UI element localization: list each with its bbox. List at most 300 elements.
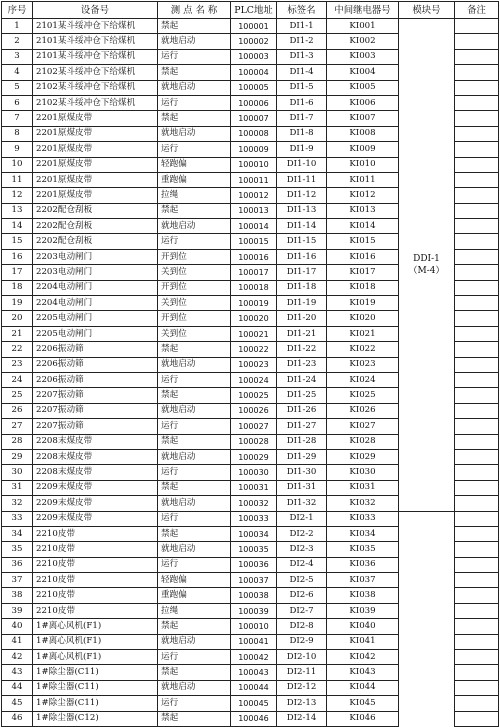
cell-tag-name: DI1-32 bbox=[277, 496, 327, 511]
cell-note bbox=[455, 711, 499, 726]
cell-seq: 22 bbox=[2, 342, 33, 357]
cell-seq: 6 bbox=[2, 95, 33, 110]
cell-tag-name: DI2-13 bbox=[277, 696, 327, 711]
cell-device: 2207振动筛 bbox=[33, 419, 158, 434]
cell-relay-number: KI004 bbox=[327, 65, 399, 80]
cell-tag-name: DI1-28 bbox=[277, 434, 327, 449]
cell-seq: 33 bbox=[2, 511, 33, 526]
cell-point-name: 禁起 bbox=[158, 111, 231, 126]
cell-note bbox=[455, 95, 499, 110]
cell-relay-number: KI021 bbox=[327, 326, 399, 341]
cell-plc-address: 100007 bbox=[231, 111, 277, 126]
cell-plc-address: 100042 bbox=[231, 650, 277, 665]
cell-tag-name: DI1-21 bbox=[277, 326, 327, 341]
cell-point-name: 就地启动 bbox=[158, 634, 231, 649]
cell-plc-address: 100016 bbox=[231, 249, 277, 264]
cell-seq: 35 bbox=[2, 542, 33, 557]
cell-note bbox=[455, 680, 499, 695]
cell-point-name: 重跑偏 bbox=[158, 172, 231, 187]
cell-plc-address: 100026 bbox=[231, 403, 277, 418]
header-device: 设备号 bbox=[33, 2, 158, 19]
cell-tag-name: DI1-13 bbox=[277, 203, 327, 218]
cell-note bbox=[455, 234, 499, 249]
cell-note bbox=[455, 296, 499, 311]
header-module-number: 模块号 bbox=[399, 2, 455, 19]
cell-relay-number: KI014 bbox=[327, 219, 399, 234]
cell-device: 2208末煤皮带 bbox=[33, 465, 158, 480]
cell-tag-name: DI1-18 bbox=[277, 280, 327, 295]
cell-note bbox=[455, 49, 499, 64]
header-relay-number: 中间继电器号 bbox=[327, 2, 399, 19]
cell-tag-name: DI2-10 bbox=[277, 650, 327, 665]
cell-device: 2204电动闸门 bbox=[33, 296, 158, 311]
cell-device: 2102某斗绥冲仓下给煤机 bbox=[33, 80, 158, 95]
cell-plc-address: 100014 bbox=[231, 219, 277, 234]
cell-tag-name: DI1-7 bbox=[277, 111, 327, 126]
cell-plc-address: 100021 bbox=[231, 326, 277, 341]
cell-relay-number: KI029 bbox=[327, 449, 399, 464]
cell-plc-address: 100034 bbox=[231, 526, 277, 541]
cell-relay-number: KI013 bbox=[327, 203, 399, 218]
cell-relay-number: KI006 bbox=[327, 95, 399, 110]
cell-device: 1#除尘器(C11) bbox=[33, 696, 158, 711]
cell-plc-address: 100010 bbox=[231, 619, 277, 634]
cell-tag-name: DI2-3 bbox=[277, 542, 327, 557]
cell-device: 1#除尘器(C11) bbox=[33, 665, 158, 680]
cell-point-name: 关到位 bbox=[158, 326, 231, 341]
cell-point-name: 就地启动 bbox=[158, 357, 231, 372]
cell-device: 2201原煤皮带 bbox=[33, 188, 158, 203]
cell-note bbox=[455, 696, 499, 711]
cell-note bbox=[455, 111, 499, 126]
cell-plc-address: 100041 bbox=[231, 634, 277, 649]
table-header-row bbox=[2, 2, 499, 19]
table-body bbox=[2, 19, 499, 727]
module-label-line2: （M-4） bbox=[408, 265, 445, 276]
cell-module-number bbox=[399, 19, 455, 512]
cell-seq: 10 bbox=[2, 157, 33, 172]
cell-point-name: 拉绳 bbox=[158, 188, 231, 203]
cell-device: 2101某斗绥冲仓下给煤机 bbox=[33, 19, 158, 34]
cell-note bbox=[455, 403, 499, 418]
cell-relay-number: KI009 bbox=[327, 142, 399, 157]
cell-relay-number: KI020 bbox=[327, 311, 399, 326]
cell-relay-number: KI015 bbox=[327, 234, 399, 249]
cell-point-name: 就地启动 bbox=[158, 126, 231, 141]
cell-relay-number: KI026 bbox=[327, 403, 399, 418]
cell-relay-number: KI008 bbox=[327, 126, 399, 141]
cell-seq: 40 bbox=[2, 619, 33, 634]
cell-device: 1#除尘器(C12) bbox=[33, 711, 158, 726]
cell-plc-address: 100006 bbox=[231, 95, 277, 110]
cell-note bbox=[455, 650, 499, 665]
cell-relay-number: KI024 bbox=[327, 372, 399, 387]
cell-seq: 43 bbox=[2, 665, 33, 680]
table-row bbox=[2, 511, 499, 526]
cell-device: 2201原煤皮带 bbox=[33, 172, 158, 187]
cell-tag-name: DI1-10 bbox=[277, 157, 327, 172]
cell-relay-number: KI010 bbox=[327, 157, 399, 172]
cell-device: 2210皮带 bbox=[33, 542, 158, 557]
cell-device: 2209末煤皮带 bbox=[33, 496, 158, 511]
cell-tag-name: DI2-11 bbox=[277, 665, 327, 680]
cell-seq: 1 bbox=[2, 19, 33, 34]
cell-device: 1#离心风机(F1) bbox=[33, 619, 158, 634]
cell-plc-address: 100031 bbox=[231, 480, 277, 495]
cell-point-name: 禁起 bbox=[158, 619, 231, 634]
cell-device: 2207振动筛 bbox=[33, 388, 158, 403]
cell-point-name: 禁起 bbox=[158, 665, 231, 680]
cell-point-name: 禁起 bbox=[158, 388, 231, 403]
cell-note bbox=[455, 203, 499, 218]
cell-tag-name: DI1-26 bbox=[277, 403, 327, 418]
cell-note bbox=[455, 496, 499, 511]
cell-device: 2203电动闸门 bbox=[33, 265, 158, 280]
cell-relay-number: KI031 bbox=[327, 480, 399, 495]
cell-seq: 20 bbox=[2, 311, 33, 326]
cell-device: 2208末煤皮带 bbox=[33, 449, 158, 464]
cell-seq: 34 bbox=[2, 526, 33, 541]
cell-note bbox=[455, 219, 499, 234]
cell-plc-address: 100037 bbox=[231, 573, 277, 588]
cell-device: 2202配仓刮板 bbox=[33, 219, 158, 234]
cell-relay-number: KI044 bbox=[327, 680, 399, 695]
cell-note bbox=[455, 126, 499, 141]
cell-relay-number: KI018 bbox=[327, 280, 399, 295]
cell-point-name: 就地启动 bbox=[158, 403, 231, 418]
cell-plc-address: 100024 bbox=[231, 372, 277, 387]
cell-relay-number: KI003 bbox=[327, 49, 399, 64]
cell-relay-number: KI023 bbox=[327, 357, 399, 372]
cell-tag-name: DI2-7 bbox=[277, 603, 327, 618]
cell-device: 2102某斗绥冲仓下给煤机 bbox=[33, 65, 158, 80]
cell-point-name: 运行 bbox=[158, 142, 231, 157]
cell-device: 2208末煤皮带 bbox=[33, 434, 158, 449]
cell-note bbox=[455, 449, 499, 464]
cell-tag-name: DI2-5 bbox=[277, 573, 327, 588]
cell-seq: 25 bbox=[2, 388, 33, 403]
cell-tag-name: DI1-17 bbox=[277, 265, 327, 280]
cell-tag-name: DI1-1 bbox=[277, 19, 327, 34]
cell-plc-address: 100028 bbox=[231, 434, 277, 449]
cell-device: 2205电动闸门 bbox=[33, 326, 158, 341]
cell-seq: 8 bbox=[2, 126, 33, 141]
cell-seq: 17 bbox=[2, 265, 33, 280]
cell-point-name: 运行 bbox=[158, 95, 231, 110]
cell-point-name: 禁起 bbox=[158, 480, 231, 495]
cell-plc-address: 100030 bbox=[231, 465, 277, 480]
cell-seq: 15 bbox=[2, 234, 33, 249]
cell-relay-number: KI022 bbox=[327, 342, 399, 357]
cell-point-name: 轻跑偏 bbox=[158, 157, 231, 172]
cell-note bbox=[455, 619, 499, 634]
cell-seq: 14 bbox=[2, 219, 33, 234]
cell-point-name: 关到位 bbox=[158, 265, 231, 280]
cell-point-name: 关到位 bbox=[158, 296, 231, 311]
cell-point-name: 运行 bbox=[158, 419, 231, 434]
cell-relay-number: KI037 bbox=[327, 573, 399, 588]
cell-tag-name: DI2-9 bbox=[277, 634, 327, 649]
cell-plc-address: 100003 bbox=[231, 49, 277, 64]
header-note: 备注 bbox=[455, 2, 499, 19]
cell-point-name: 就地启动 bbox=[158, 542, 231, 557]
cell-tag-name: DI1-5 bbox=[277, 80, 327, 95]
cell-relay-number: KI043 bbox=[327, 665, 399, 680]
cell-plc-address: 100004 bbox=[231, 65, 277, 80]
cell-tag-name: DI2-2 bbox=[277, 526, 327, 541]
cell-tag-name: DI1-29 bbox=[277, 449, 327, 464]
cell-tag-name: DI1-12 bbox=[277, 188, 327, 203]
cell-relay-number: KI036 bbox=[327, 557, 399, 572]
cell-seq: 29 bbox=[2, 449, 33, 464]
cell-device: 2210皮带 bbox=[33, 588, 158, 603]
cell-plc-address: 100035 bbox=[231, 542, 277, 557]
cell-point-name: 禁起 bbox=[158, 711, 231, 726]
cell-plc-address: 100008 bbox=[231, 126, 277, 141]
cell-note bbox=[455, 280, 499, 295]
cell-plc-address: 100015 bbox=[231, 234, 277, 249]
cell-note bbox=[455, 634, 499, 649]
cell-relay-number: KI017 bbox=[327, 265, 399, 280]
cell-device: 2202配仓刮板 bbox=[33, 203, 158, 218]
cell-device: 2206振动筛 bbox=[33, 357, 158, 372]
cell-point-name: 禁起 bbox=[158, 19, 231, 34]
cell-plc-address: 100005 bbox=[231, 80, 277, 95]
cell-relay-number: KI019 bbox=[327, 296, 399, 311]
cell-point-name: 禁起 bbox=[158, 434, 231, 449]
header-seq: 序号 bbox=[2, 2, 33, 19]
cell-tag-name: DI2-6 bbox=[277, 588, 327, 603]
cell-device: 2101某斗绥冲仓下给煤机 bbox=[33, 49, 158, 64]
cell-point-name: 禁起 bbox=[158, 526, 231, 541]
cell-note bbox=[455, 526, 499, 541]
cell-tag-name: DI1-23 bbox=[277, 357, 327, 372]
cell-point-name: 就地启动 bbox=[158, 680, 231, 695]
cell-note bbox=[455, 511, 499, 526]
cell-relay-number: KI005 bbox=[327, 80, 399, 95]
cell-seq: 16 bbox=[2, 249, 33, 264]
cell-tag-name: DI1-24 bbox=[277, 372, 327, 387]
cell-plc-address: 100022 bbox=[231, 342, 277, 357]
cell-relay-number: KI002 bbox=[327, 34, 399, 49]
cell-point-name: 运行 bbox=[158, 49, 231, 64]
cell-point-name: 就地启动 bbox=[158, 34, 231, 49]
cell-device: 2201原煤皮带 bbox=[33, 111, 158, 126]
cell-relay-number: KI040 bbox=[327, 619, 399, 634]
io-point-table bbox=[1, 1, 499, 727]
cell-point-name: 就地启动 bbox=[158, 80, 231, 95]
cell-tag-name: DI1-14 bbox=[277, 219, 327, 234]
header-plc-address: PLC地址 bbox=[231, 2, 277, 19]
cell-device: 2101某斗绥冲仓下给煤机 bbox=[33, 34, 158, 49]
cell-point-name: 开到位 bbox=[158, 249, 231, 264]
cell-plc-address: 100025 bbox=[231, 388, 277, 403]
header-tag-name: 标签名 bbox=[277, 2, 327, 19]
cell-plc-address: 100013 bbox=[231, 203, 277, 218]
cell-device: 2209末煤皮带 bbox=[33, 480, 158, 495]
cell-note bbox=[455, 603, 499, 618]
cell-note bbox=[455, 249, 499, 264]
cell-seq: 42 bbox=[2, 650, 33, 665]
cell-plc-address: 100029 bbox=[231, 449, 277, 464]
cell-device: 2209末煤皮带 bbox=[33, 511, 158, 526]
cell-device: 2102某斗绥冲仓下给煤机 bbox=[33, 95, 158, 110]
cell-relay-number: KI045 bbox=[327, 696, 399, 711]
cell-seq: 23 bbox=[2, 357, 33, 372]
cell-tag-name: DI1-6 bbox=[277, 95, 327, 110]
cell-relay-number: KI007 bbox=[327, 111, 399, 126]
cell-device: 1#离心风机(F1) bbox=[33, 634, 158, 649]
cell-seq: 38 bbox=[2, 588, 33, 603]
cell-tag-name: DI1-11 bbox=[277, 172, 327, 187]
cell-point-name: 禁起 bbox=[158, 65, 231, 80]
cell-seq: 19 bbox=[2, 296, 33, 311]
cell-plc-address: 100011 bbox=[231, 172, 277, 187]
cell-plc-address: 100012 bbox=[231, 188, 277, 203]
cell-relay-number: KI033 bbox=[327, 511, 399, 526]
cell-seq: 7 bbox=[2, 111, 33, 126]
cell-seq: 11 bbox=[2, 172, 33, 187]
cell-plc-address: 100043 bbox=[231, 665, 277, 680]
cell-point-name: 运行 bbox=[158, 650, 231, 665]
cell-note bbox=[455, 388, 499, 403]
cell-seq: 37 bbox=[2, 573, 33, 588]
cell-note bbox=[455, 311, 499, 326]
cell-note bbox=[455, 188, 499, 203]
cell-plc-address: 100010 bbox=[231, 157, 277, 172]
cell-device: 2201原煤皮带 bbox=[33, 157, 158, 172]
cell-seq: 2 bbox=[2, 34, 33, 49]
cell-note bbox=[455, 19, 499, 34]
cell-relay-number: KI041 bbox=[327, 634, 399, 649]
cell-relay-number: KI027 bbox=[327, 419, 399, 434]
cell-tag-name: DI1-8 bbox=[277, 126, 327, 141]
cell-point-name: 开到位 bbox=[158, 280, 231, 295]
cell-seq: 27 bbox=[2, 419, 33, 434]
cell-device: 2210皮带 bbox=[33, 526, 158, 541]
cell-point-name: 运行 bbox=[158, 511, 231, 526]
cell-plc-address: 100033 bbox=[231, 511, 277, 526]
cell-seq: 5 bbox=[2, 80, 33, 95]
cell-tag-name: DI1-19 bbox=[277, 296, 327, 311]
cell-relay-number: KI016 bbox=[327, 249, 399, 264]
cell-point-name: 就地启动 bbox=[158, 496, 231, 511]
cell-note bbox=[455, 573, 499, 588]
cell-seq: 39 bbox=[2, 603, 33, 618]
cell-note bbox=[455, 342, 499, 357]
cell-device: 2201原煤皮带 bbox=[33, 142, 158, 157]
cell-point-name: 拉绳 bbox=[158, 603, 231, 618]
cell-point-name: 就地启动 bbox=[158, 219, 231, 234]
cell-relay-number: KI039 bbox=[327, 603, 399, 618]
cell-relay-number: KI028 bbox=[327, 434, 399, 449]
cell-note bbox=[455, 142, 499, 157]
cell-relay-number: KI030 bbox=[327, 465, 399, 480]
module-label-line1: DDI-1 bbox=[413, 253, 440, 264]
cell-note bbox=[455, 588, 499, 603]
cell-note bbox=[455, 172, 499, 187]
cell-point-name: 禁起 bbox=[158, 203, 231, 218]
cell-plc-address: 100045 bbox=[231, 696, 277, 711]
cell-device: 1#除尘器(C11) bbox=[33, 680, 158, 695]
cell-tag-name: DI1-16 bbox=[277, 249, 327, 264]
cell-note bbox=[455, 465, 499, 480]
cell-note bbox=[455, 419, 499, 434]
cell-note bbox=[455, 326, 499, 341]
cell-seq: 32 bbox=[2, 496, 33, 511]
cell-module-number-empty bbox=[399, 511, 455, 726]
cell-device: 2206振动筛 bbox=[33, 342, 158, 357]
cell-seq: 18 bbox=[2, 280, 33, 295]
cell-plc-address: 100020 bbox=[231, 311, 277, 326]
cell-seq: 13 bbox=[2, 203, 33, 218]
cell-tag-name: DI2-12 bbox=[277, 680, 327, 695]
cell-point-name: 运行 bbox=[158, 372, 231, 387]
cell-tag-name: DI1-31 bbox=[277, 480, 327, 495]
cell-device: 2202配仓刮板 bbox=[33, 234, 158, 249]
cell-plc-address: 100036 bbox=[231, 557, 277, 572]
cell-plc-address: 100032 bbox=[231, 496, 277, 511]
cell-seq: 28 bbox=[2, 434, 33, 449]
cell-note bbox=[455, 80, 499, 95]
cell-note bbox=[455, 665, 499, 680]
cell-seq: 41 bbox=[2, 634, 33, 649]
table-row bbox=[2, 19, 499, 34]
cell-note bbox=[455, 557, 499, 572]
cell-tag-name: DI2-1 bbox=[277, 511, 327, 526]
cell-plc-address: 100017 bbox=[231, 265, 277, 280]
cell-note bbox=[455, 542, 499, 557]
cell-tag-name: DI1-27 bbox=[277, 419, 327, 434]
cell-device: 2201原煤皮带 bbox=[33, 126, 158, 141]
cell-tag-name: DI1-9 bbox=[277, 142, 327, 157]
cell-relay-number: KI001 bbox=[327, 19, 399, 34]
cell-relay-number: KI046 bbox=[327, 711, 399, 726]
cell-seq: 26 bbox=[2, 403, 33, 418]
cell-device: 2207振动筛 bbox=[33, 403, 158, 418]
cell-tag-name: DI2-8 bbox=[277, 619, 327, 634]
cell-plc-address: 100009 bbox=[231, 142, 277, 157]
cell-note bbox=[455, 372, 499, 387]
cell-relay-number: KI034 bbox=[327, 526, 399, 541]
cell-plc-address: 100027 bbox=[231, 419, 277, 434]
cell-device: 2205电动闸门 bbox=[33, 311, 158, 326]
cell-relay-number: KI025 bbox=[327, 388, 399, 403]
cell-seq: 45 bbox=[2, 696, 33, 711]
cell-device: 2210皮带 bbox=[33, 573, 158, 588]
cell-relay-number: KI038 bbox=[327, 588, 399, 603]
cell-point-name: 禁起 bbox=[158, 342, 231, 357]
cell-tag-name: DI2-14 bbox=[277, 711, 327, 726]
cell-device: 2210皮带 bbox=[33, 557, 158, 572]
cell-note bbox=[455, 434, 499, 449]
cell-note bbox=[455, 357, 499, 372]
cell-device: 2210皮带 bbox=[33, 603, 158, 618]
cell-seq: 46 bbox=[2, 711, 33, 726]
cell-seq: 3 bbox=[2, 49, 33, 64]
cell-plc-address: 100044 bbox=[231, 680, 277, 695]
cell-relay-number: KI032 bbox=[327, 496, 399, 511]
io-table-sheet bbox=[1, 1, 498, 724]
cell-tag-name: DI1-3 bbox=[277, 49, 327, 64]
cell-device: 1#离心风机(F1) bbox=[33, 650, 158, 665]
cell-tag-name: DI1-25 bbox=[277, 388, 327, 403]
cell-note bbox=[455, 34, 499, 49]
cell-tag-name: DI1-2 bbox=[277, 34, 327, 49]
cell-seq: 44 bbox=[2, 680, 33, 695]
cell-note bbox=[455, 480, 499, 495]
cell-seq: 9 bbox=[2, 142, 33, 157]
